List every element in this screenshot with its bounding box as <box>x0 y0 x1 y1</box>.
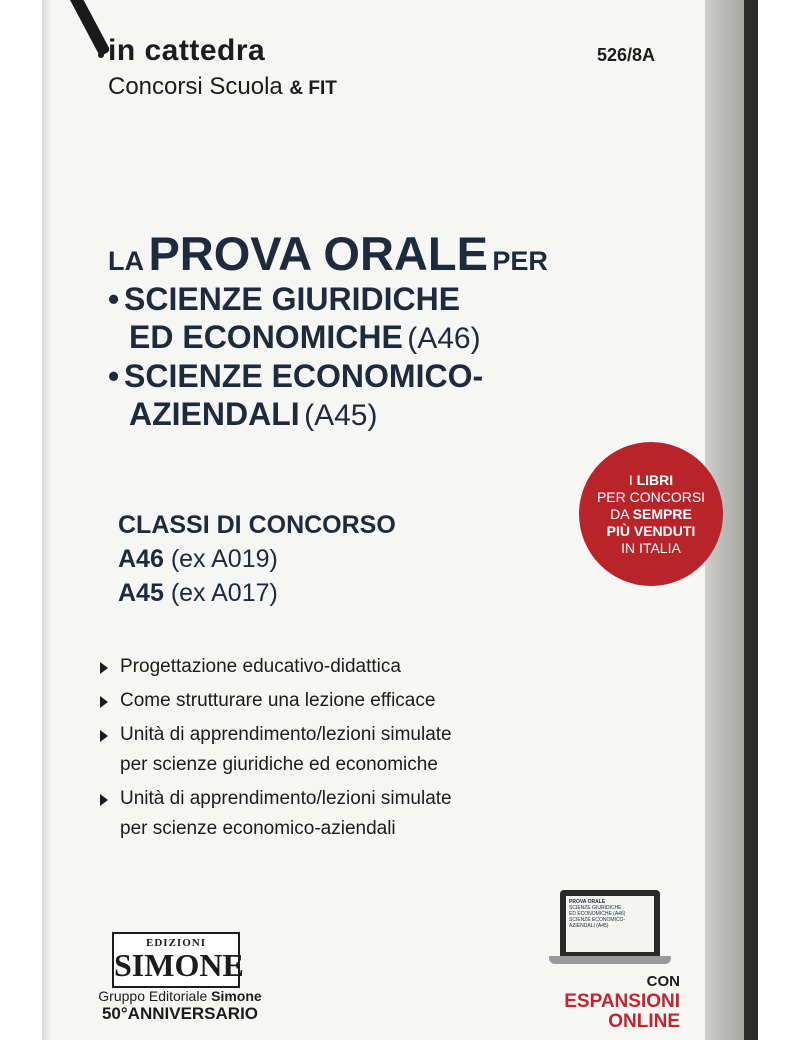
title-item1-line2 <box>108 321 668 354</box>
title-item2-text1: SCIENZE ECONOMICO- <box>124 358 484 394</box>
badge-text <box>579 472 723 557</box>
title-prefix: LA <box>108 246 144 276</box>
publisher-group-prefix: Gruppo Editoriale <box>98 988 208 1004</box>
feature-text-continued: per scienze economico-aziendali <box>120 818 396 839</box>
triangle-bullet-icon <box>100 794 108 806</box>
feature-item <box>100 654 452 680</box>
badge-line-3b: SEMPRE <box>632 506 692 522</box>
title-item1-code: (A46) <box>407 322 481 355</box>
feature-text: Unità di apprendimento/lezioni simulate <box>120 724 452 745</box>
feature-item <box>100 786 452 842</box>
title-item2-code: (A45) <box>304 399 378 432</box>
laptop-icon <box>560 890 660 956</box>
book-edge-dark <box>744 0 758 1040</box>
triangle-bullet-icon <box>100 696 108 708</box>
classi-row <box>118 545 396 574</box>
series-subtitle-amp: & FIT <box>289 78 337 99</box>
bullet-icon: • <box>108 281 120 317</box>
title-line-1 <box>108 227 668 280</box>
triangle-bullet-icon <box>100 730 108 742</box>
badge-line-4b: PIÙ VENDUTI <box>606 523 696 539</box>
classi-code: A45 <box>118 579 164 607</box>
classi-ex: (ex A019) <box>170 545 278 573</box>
publisher-group-name: Simone <box>211 988 262 1004</box>
classi-code: A46 <box>118 545 164 573</box>
classi-row <box>118 579 396 608</box>
laptop-screen-thumbnail: PROVA ORALE SCIENZE GIURIDICHE ED ECONOMICHE (A46) SCIENZE ECONOMICO- AZIENDALI (A45) <box>566 896 654 952</box>
book-title <box>108 227 668 432</box>
online-espansioni: ESPANSIONI <box>564 991 680 1012</box>
badge-line-3a: DA <box>610 506 629 522</box>
title-item1-line1 <box>108 283 668 315</box>
title-big: PROVA ORALE <box>148 227 488 280</box>
online-con: CON <box>646 973 680 990</box>
feature-text: Come strutturare una lezione efficace <box>120 690 436 711</box>
online-online: ONLINE <box>608 1011 680 1032</box>
feature-text-continued: per scienze giuridiche ed economiche <box>120 754 438 775</box>
title-suffix: PER <box>492 246 548 276</box>
feature-item <box>100 688 452 714</box>
badge-line-1b: LIBRI <box>636 472 674 488</box>
title-item2-line1 <box>108 360 668 392</box>
bestseller-badge <box>579 442 723 586</box>
title-item1-text1: SCIENZE GIURIDICHE <box>124 281 461 317</box>
badge-line-2: PER CONCORSI <box>596 489 706 505</box>
feature-text: Unità di apprendimento/lezioni simulate <box>120 788 452 809</box>
bullet-icon: • <box>108 358 120 394</box>
classi-ex: (ex A017) <box>170 579 278 607</box>
badge-line-1a: I <box>628 472 633 488</box>
badge-line-1 <box>579 472 723 489</box>
logo-edizioni: EDIZIONI <box>146 937 206 949</box>
series-title: in cattedra <box>108 34 266 67</box>
badge-line-4 <box>579 523 723 540</box>
title-item2-text2: AZIENDALI <box>129 396 300 432</box>
feature-list <box>100 654 452 850</box>
pen-tip-icon <box>98 52 104 58</box>
cover-shadow <box>42 0 52 1040</box>
title-item1-text2: ED ECONOMICHE <box>129 319 403 355</box>
series-subtitle-main: Concorsi Scuola <box>108 73 283 100</box>
logo-simone: SIMONE <box>114 947 244 983</box>
feature-text: Progettazione educativo-didattica <box>120 656 401 677</box>
laptop-base-icon <box>549 956 671 964</box>
catalog-code: 526/8A <box>597 45 656 65</box>
publisher-logo <box>112 932 244 988</box>
feature-item <box>100 722 452 778</box>
triangle-bullet-icon <box>100 662 108 674</box>
series-subtitle <box>108 73 337 101</box>
badge-line-3 <box>579 506 723 523</box>
publisher-group <box>70 988 290 1004</box>
anniversary-label: 50°ANNIVERSARIO <box>101 1004 259 1023</box>
badge-line-5: IN ITALIA <box>621 540 681 556</box>
classi-concorso <box>118 511 396 608</box>
title-item2-line2 <box>108 398 668 431</box>
classi-heading: CLASSI DI CONCORSO <box>118 511 396 539</box>
online-expansions <box>530 973 680 1033</box>
